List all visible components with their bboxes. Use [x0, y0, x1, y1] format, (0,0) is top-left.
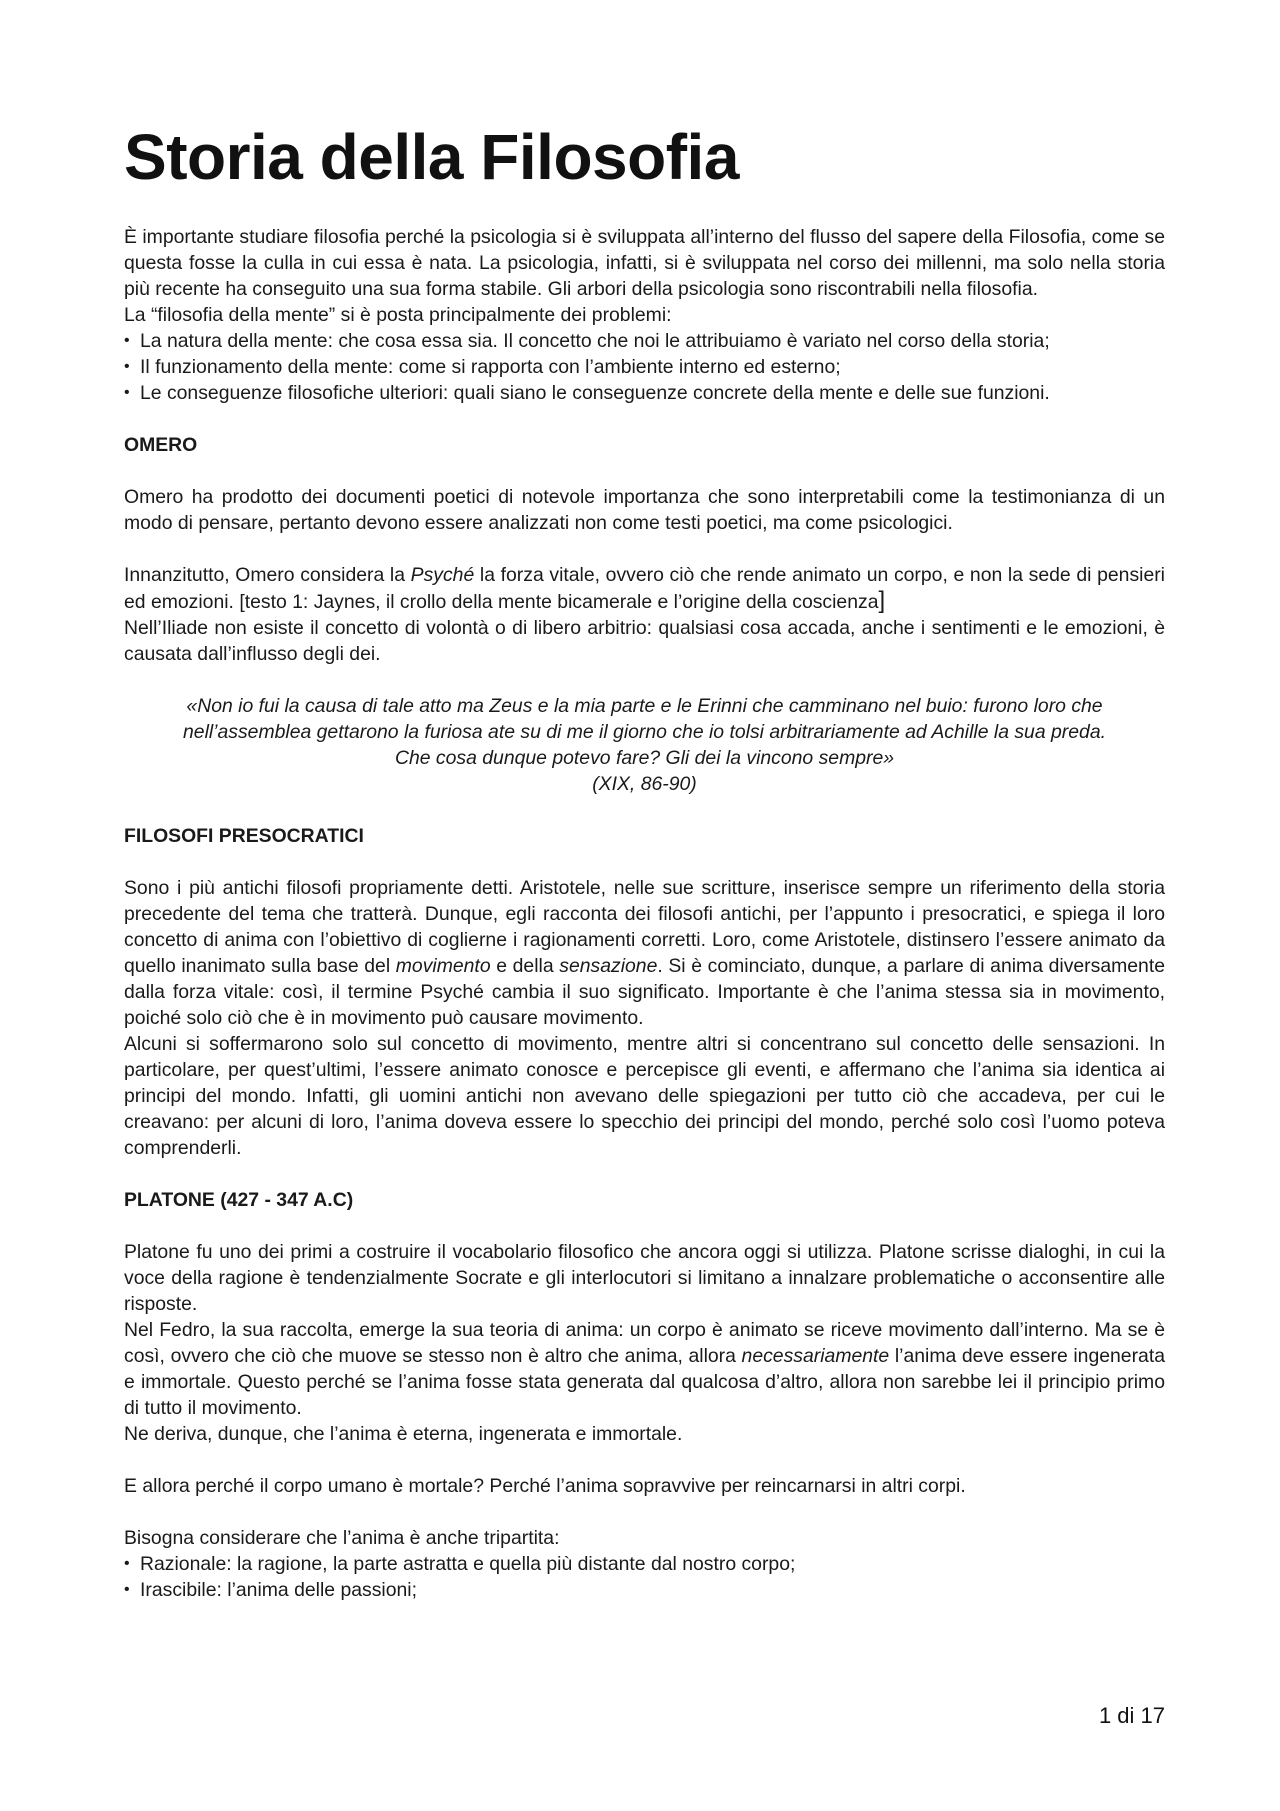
- platone-bullet-list: [124, 1551, 1165, 1603]
- list-item: • La natura della mente: che cosa essa sia. Il concetto che noi le attribuiamo è variato nel corso della storia;: [124, 328, 1165, 354]
- list-item: • Le conseguenze filosofiche ulteriori: quali siano le conseguenze concrete della mente e delle sue funzioni.: [124, 380, 1165, 406]
- platone-paragraph-2: [124, 1317, 1165, 1421]
- text-run: . Si è cominciato, dunque, a parlare di anima diversamente dalla forza vitale: così, il termine Psyché cambia il suo significato. Importante è che l’anima stessa sia in movimento, poiché solo ciò che è in movimento può causare movimento.: [124, 955, 1166, 1029]
- emphasis-movimento: movimento: [395, 955, 491, 977]
- omero-paragraph-2: [124, 562, 1165, 615]
- presocratici-paragraph-2: Alcuni si soffermarono solo sul concetto di movimento, mentre altri si concentrano sul concetto delle sensazioni. In particolare, per quest’ultimi, l’essere animato conosce e percepisce gli eventi, e affermano che l’anima sia identica ai principi del mondo. Infatti, gli uomini antichi non avevano delle spiegazioni per tutto ciò che accadeva, per cui le creavano: per alcuni di loro, l’anima doveva essere lo specchio dei principi del mondo, perché solo così l’uomo poteva comprenderli.: [124, 1033, 1165, 1159]
- text-run: l’anima deve essere ingenerata e immortale. Questo perché se l’anima fosse stata generata dal qualcosa d’altro, allora non sarebbe lei il principio primo di tutto il movimento.: [124, 1345, 1165, 1419]
- section-heading-platone: PLATONE (427 - 347 A.C): [124, 1189, 354, 1211]
- text-run: Sono i più antichi filosofi propriamente detti. Aristotele, nelle sue scritture, inserisce sempre un riferimento della storia precedente del tema che tratterà. Dunque, egli racconta dei filosofi antichi, per l’appunto i presocratici, e spiega il loro concetto di anima con l’obiettivo di coglierne i ragionamenti corretti. Loro, come Aristotele, distinsero l’essere animato da quello inanimato sulla base del: [124, 877, 1165, 977]
- emphasis-sensazione: sensazione: [559, 955, 658, 977]
- intro-bullet-list: [124, 328, 1165, 406]
- quote-line: Che cosa dunque potevo fare? Gli dei la vincono sempre»: [394, 747, 895, 769]
- document-page: [124, 120, 1165, 1603]
- document-title: Storia della Filosofia: [124, 121, 739, 193]
- emphasis-psyche: Psyché: [410, 564, 475, 586]
- list-item: • Irascibile: l’anima delle passioni;: [124, 1577, 1165, 1603]
- emphasis-necessariamente: necessariamente: [741, 1345, 890, 1367]
- omero-paragraph-3: Nell’Iliade non esiste il concetto di volontà o di libero arbitrio: qualsiasi cosa accada, anche i sentimenti e le emozioni, è causata dall’influsso degli dei.: [124, 617, 1165, 665]
- section-heading-presocratici: FILOSOFI PRESOCRATICI: [124, 825, 364, 847]
- platone-paragraph-4: E allora perché il corpo umano è mortale? Perché l’anima sopravvive per reincarnarsi in altri corpi.: [124, 1475, 966, 1497]
- presocratici-paragraph-1: [124, 875, 1165, 1031]
- quote-line: «Non io fui la causa di tale atto ma Zeus e la mia parte e le Erinni che camminano nel buio: furono loro che: [186, 695, 1103, 717]
- closing-bracket: ]: [878, 587, 886, 614]
- page-number: 1 di 17: [1098, 1703, 1165, 1728]
- intro-paragraph: È importante studiare filosofia perché la psicologia si è sviluppata all’interno del flusso del sapere della Filosofia, come se questa fosse la culla in cui essa è nata. La psicologia, infatti, si è sviluppata nel corso dei millenni, ma solo nella storia più recente ha conseguito una sua forma stabile. Gli arbori della psicologia sono riscontrabili nella filosofia.: [124, 226, 1165, 300]
- text-run: Nel Fedro, la sua raccolta, emerge la sua teoria di anima: un corpo è animato se riceve movimento dall’interno. Ma se è così, ovvero che ciò che muove se stesso non è altro che anima, allora: [124, 1319, 1165, 1367]
- iliad-quote: [124, 693, 1165, 797]
- list-item: • Razionale: la ragione, la parte astratta e quella più distante dal nostro corpo;: [124, 1551, 1165, 1577]
- platone-paragraph-1: Platone fu uno dei primi a costruire il vocabolario filosofico che ancora oggi si utilizza. Platone scrisse dialoghi, in cui la voce della ragione è tendenzialmente Socrate e gli interlocutori si limitano a innalzare problematiche o acconsentire alle risposte.: [124, 1241, 1165, 1315]
- intro-lead: La “filosofia della mente” si è posta principalmente dei problemi:: [124, 304, 672, 326]
- platone-paragraph-5: Bisogna considerare che l’anima è anche tripartita:: [124, 1527, 560, 1549]
- section-heading-omero: OMERO: [124, 434, 198, 456]
- text-run: e della: [490, 955, 560, 977]
- omero-paragraph-1: Omero ha prodotto dei documenti poetici di notevole importanza che sono interpretabili come la testimonianza di un modo di pensare, pertanto devono essere analizzati non come testi poetici, ma come psicologici.: [124, 486, 1165, 534]
- quote-reference: (XIX, 86-90): [592, 773, 697, 795]
- text-run: la forza vitale, ovvero ciò che rende animato un corpo, e non la sede di pensieri ed emozioni. [testo 1: Jaynes, il crollo della mente bicamerale e l’origine della coscienza: [124, 564, 1165, 613]
- platone-paragraph-3: Ne deriva, dunque, che l’anima è eterna, ingenerata e immortale.: [124, 1423, 683, 1445]
- text-run: Innanzitutto, Omero considera la: [124, 564, 411, 586]
- list-item: • Il funzionamento della mente: come si rapporta con l’ambiente interno ed esterno;: [124, 354, 1165, 380]
- quote-line: nell’assemblea gettarono la furiosa ate su di me il giorno che io tolsi arbitrariamente ad Achille la sua preda.: [183, 721, 1106, 743]
